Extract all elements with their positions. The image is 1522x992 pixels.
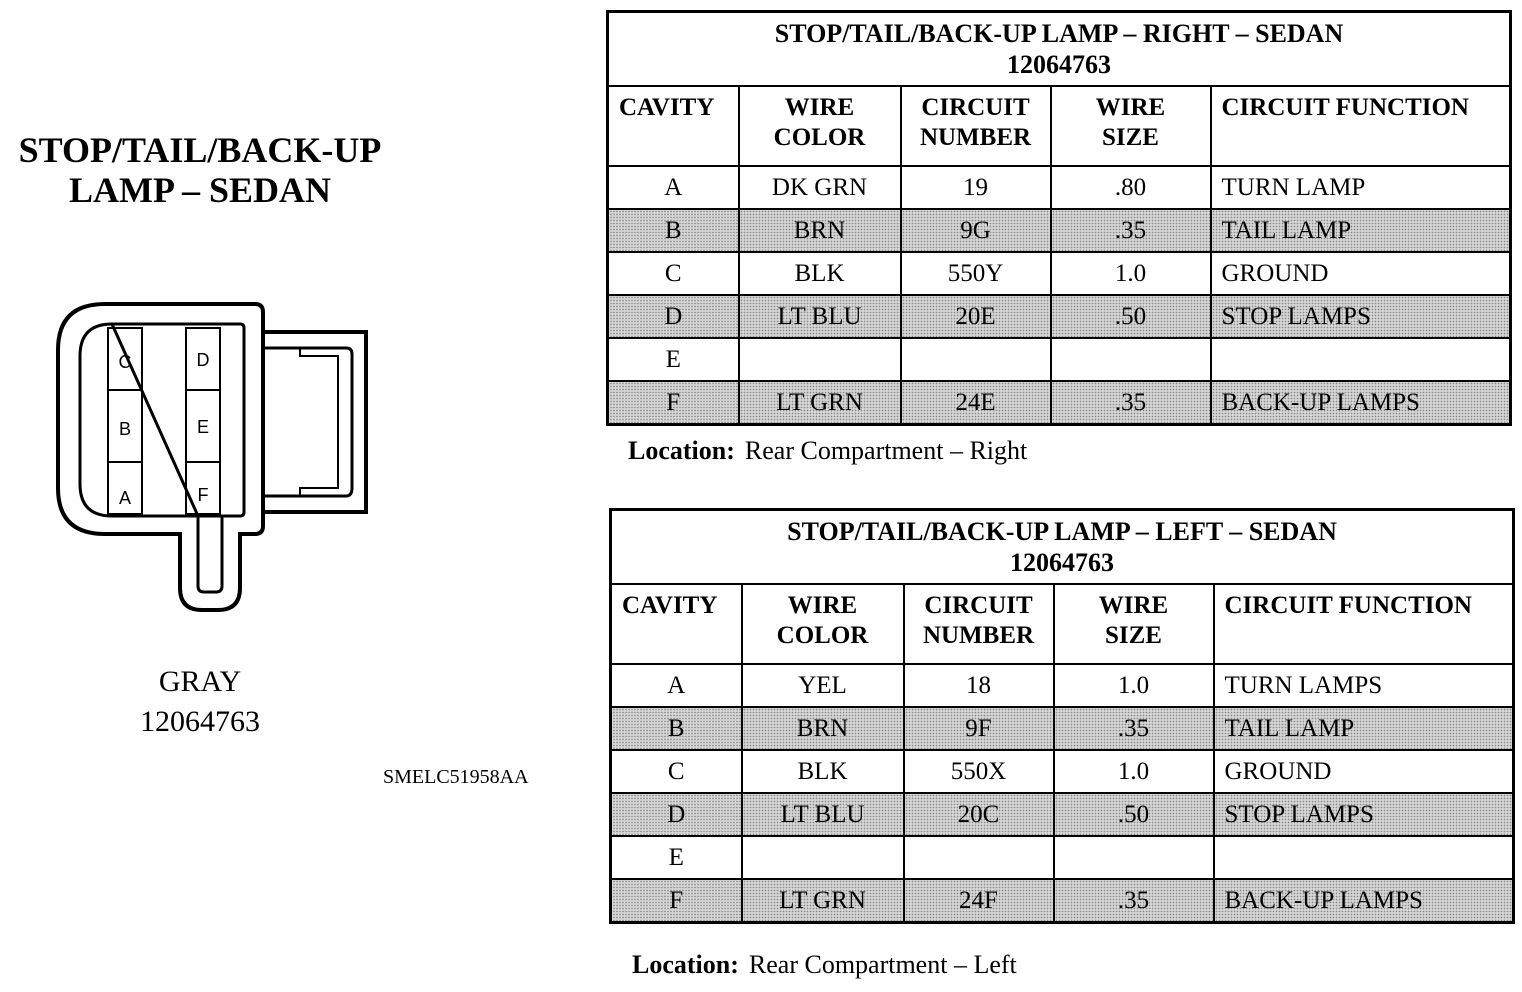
table-title xyxy=(608,12,1511,87)
cell-cavity: B xyxy=(611,707,742,750)
cell-wire-size: .50 xyxy=(1054,793,1214,836)
cell-circuit-number: 24E xyxy=(901,381,1051,425)
location-label: Location: xyxy=(632,950,739,979)
table-row xyxy=(608,166,1511,209)
cell-circuit-function: BACK-UP LAMPS xyxy=(1214,879,1514,923)
cavity-label-e: E xyxy=(196,417,210,437)
cell-circuit-number xyxy=(904,836,1054,879)
header-circuit-number-line2: NUMBER xyxy=(919,124,1032,151)
cell-circuit-number: 20E xyxy=(901,295,1051,338)
connector-title-line1: STOP/TAIL/BACK-UP xyxy=(18,130,382,170)
cell-circuit-number: 20C xyxy=(904,793,1054,836)
cell-wire-color: BLK xyxy=(739,252,901,295)
cell-wire-size: .35 xyxy=(1051,381,1211,425)
header-circuit-number xyxy=(901,86,1051,166)
header-cavity: CAVITY xyxy=(611,584,742,664)
cell-circuit-number: 24F xyxy=(904,879,1054,923)
connector-title xyxy=(0,130,400,210)
cell-circuit-number: 18 xyxy=(904,664,1054,707)
header-wire-color-line2: COLOR xyxy=(773,124,866,151)
cell-wire-color xyxy=(739,338,901,381)
cell-wire-color: YEL xyxy=(742,664,904,707)
cell-cavity: D xyxy=(608,295,739,338)
cell-circuit-function xyxy=(1211,338,1511,381)
cell-circuit-number: 9G xyxy=(901,209,1051,252)
table-row xyxy=(611,836,1514,879)
cell-wire-size: .50 xyxy=(1051,295,1211,338)
cell-cavity: C xyxy=(608,252,739,295)
table-row xyxy=(611,879,1514,923)
cell-circuit-function: TAIL LAMP xyxy=(1214,707,1514,750)
table-row xyxy=(608,338,1511,381)
cell-wire-color: LT BLU xyxy=(739,295,901,338)
cell-circuit-function: GROUND xyxy=(1211,252,1511,295)
header-circuit-function: CIRCUIT FUNCTION xyxy=(1214,584,1514,664)
table-row xyxy=(608,381,1511,425)
header-wire-size-line1: WIRE xyxy=(1098,592,1169,619)
cell-wire-size xyxy=(1051,338,1211,381)
header-wire-size xyxy=(1051,86,1211,166)
table-row xyxy=(608,295,1511,338)
cell-cavity: D xyxy=(611,793,742,836)
cell-circuit-function: TURN LAMPS xyxy=(1214,664,1514,707)
header-cavity: CAVITY xyxy=(608,86,739,166)
pinout-table-left xyxy=(609,508,1515,924)
connector-color: GRAY xyxy=(158,665,242,698)
cell-circuit-number xyxy=(901,338,1051,381)
cell-wire-color: LT GRN xyxy=(739,381,901,425)
cell-wire-color: DK GRN xyxy=(739,166,901,209)
cell-circuit-function: TURN LAMP xyxy=(1211,166,1511,209)
cell-wire-color: BLK xyxy=(742,750,904,793)
header-wire-color xyxy=(739,86,901,166)
header-wire-size-line2: SIZE xyxy=(1105,622,1162,649)
cavity-label-a: A xyxy=(118,488,132,508)
table-title-text: STOP/TAIL/BACK-UP LAMP – RIGHT – SEDAN xyxy=(774,19,1344,48)
cell-wire-color: BRN xyxy=(739,209,901,252)
cell-wire-color xyxy=(742,836,904,879)
location-value: Rear Compartment – Right xyxy=(744,436,1028,465)
header-circuit-function: CIRCUIT FUNCTION xyxy=(1211,86,1511,166)
header-wire-size xyxy=(1054,584,1214,664)
cell-wire-size: 1.0 xyxy=(1054,750,1214,793)
cell-wire-size: 1.0 xyxy=(1054,664,1214,707)
header-wire-size-line2: SIZE xyxy=(1102,124,1159,151)
cell-wire-size: 1.0 xyxy=(1051,252,1211,295)
cell-circuit-function: STOP LAMPS xyxy=(1211,295,1511,338)
table-row xyxy=(608,252,1511,295)
table-row xyxy=(611,707,1514,750)
figure-reference: SMELC51958AA xyxy=(383,766,529,788)
cell-circuit-number: 550X xyxy=(904,750,1054,793)
cell-wire-size xyxy=(1054,836,1214,879)
cell-cavity: F xyxy=(608,381,739,425)
cell-wire-size: .80 xyxy=(1051,166,1211,209)
header-circuit-number-line1: CIRCUIT xyxy=(921,94,1030,121)
location-value: Rear Compartment – Left xyxy=(748,950,1017,979)
cavity-label-c: C xyxy=(118,352,132,372)
location-right xyxy=(628,436,1027,466)
location-left xyxy=(632,950,1017,980)
connector-title-line2: LAMP – SEDAN xyxy=(68,170,332,210)
cell-circuit-function: GROUND xyxy=(1214,750,1514,793)
cell-cavity: C xyxy=(611,750,742,793)
cavity-label-d: D xyxy=(196,350,210,370)
header-circuit-number xyxy=(904,584,1054,664)
cell-circuit-function: BACK-UP LAMPS xyxy=(1211,381,1511,425)
cell-cavity: E xyxy=(608,338,739,381)
header-wire-size-line1: WIRE xyxy=(1095,94,1166,121)
table-part-number: 12064763 xyxy=(1007,50,1111,79)
table-title xyxy=(611,510,1514,585)
cell-wire-size: .35 xyxy=(1051,209,1211,252)
cell-circuit-number: 9F xyxy=(904,707,1054,750)
table-row xyxy=(611,664,1514,707)
cell-wire-color: BRN xyxy=(742,707,904,750)
cell-cavity: E xyxy=(611,836,742,879)
table-row xyxy=(611,793,1514,836)
header-wire-color-line2: COLOR xyxy=(776,622,869,649)
cell-cavity: A xyxy=(608,166,739,209)
header-wire-color-line1: WIRE xyxy=(784,94,855,121)
cell-circuit-function: TAIL LAMP xyxy=(1211,209,1511,252)
cell-circuit-number: 550Y xyxy=(901,252,1051,295)
cell-wire-size: .35 xyxy=(1054,879,1214,923)
header-circuit-number-line2: NUMBER xyxy=(922,622,1035,649)
cell-wire-color: LT GRN xyxy=(742,879,904,923)
location-label: Location: xyxy=(628,436,735,465)
cell-wire-size: .35 xyxy=(1054,707,1214,750)
cell-cavity: F xyxy=(611,879,742,923)
header-wire-color-line1: WIRE xyxy=(787,592,858,619)
pinout-table-right xyxy=(606,10,1512,426)
cavity-label-b: B xyxy=(118,419,132,439)
connector-face-drawing xyxy=(50,298,380,618)
header-wire-color xyxy=(742,584,904,664)
cell-circuit-function xyxy=(1214,836,1514,879)
cell-cavity: A xyxy=(611,664,742,707)
table-row xyxy=(608,209,1511,252)
cell-wire-color: LT BLU xyxy=(742,793,904,836)
header-circuit-number-line1: CIRCUIT xyxy=(924,592,1033,619)
table-title-text: STOP/TAIL/BACK-UP LAMP – LEFT – SEDAN xyxy=(787,517,1337,546)
table-row xyxy=(611,750,1514,793)
cell-circuit-number: 19 xyxy=(901,166,1051,209)
cell-circuit-function: STOP LAMPS xyxy=(1214,793,1514,836)
cavity-label-f: F xyxy=(197,485,209,505)
cell-cavity: B xyxy=(608,209,739,252)
table-part-number: 12064763 xyxy=(1010,548,1114,577)
connector-part-number: 12064763 xyxy=(140,705,260,738)
